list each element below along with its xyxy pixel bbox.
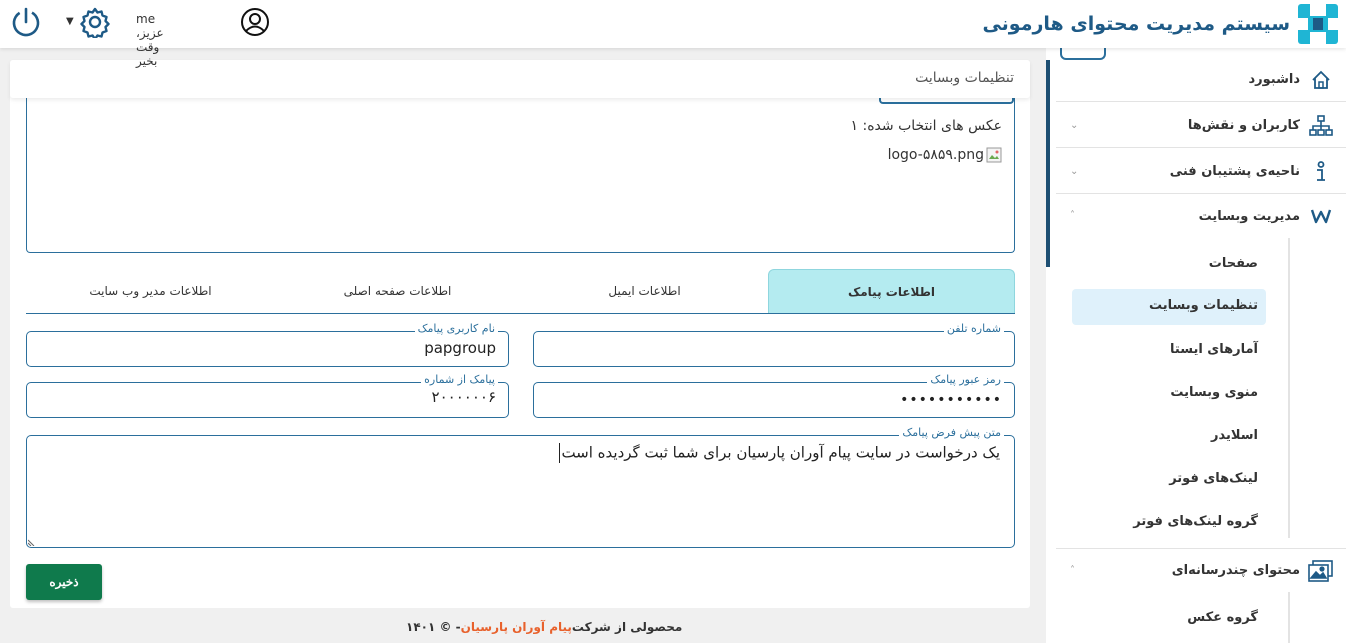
resize-handle-icon[interactable] xyxy=(28,538,36,546)
footer-suffix: - © ۱۴۰۱ xyxy=(406,620,461,634)
footer-company[interactable]: پیام آوران پارسیان xyxy=(460,620,572,634)
sidebar-item-label: مدیریت وبسایت xyxy=(1198,208,1300,224)
sidebar-item-dashboard[interactable] xyxy=(1056,58,1346,102)
chevron-up-icon: ˄ xyxy=(1070,565,1075,576)
submenu-item-website-menu[interactable]: منوی وبسایت xyxy=(1170,385,1258,400)
app-title: سیستم مدیریت محتوای هارمونی xyxy=(982,13,1290,35)
submenu-item-slider[interactable]: اسلایدر xyxy=(1211,428,1258,443)
selected-image xyxy=(888,147,1002,163)
sitemap-icon xyxy=(1308,113,1334,139)
phone-field[interactable] xyxy=(533,322,1015,367)
tab-email-info[interactable]: اطلاعات ایمیل xyxy=(608,284,681,298)
submenu-item-footer-links[interactable]: لینک‌های فوتر xyxy=(1169,471,1258,486)
sms-username-value: papgroup xyxy=(424,339,496,357)
harmony-logo-icon xyxy=(1296,2,1340,46)
top-bar xyxy=(0,0,1346,68)
image-filename: logo-۵۸۵۹.png xyxy=(887,147,984,163)
sidebar-item-multimedia[interactable] xyxy=(1056,548,1346,592)
settings-card xyxy=(10,60,1030,608)
tab-site-admin-info[interactable]: اطلاعات مدیر وب سایت xyxy=(89,284,212,298)
website-w-icon xyxy=(1308,203,1334,229)
sidebar-item-label: کاربران و نقش‌ها xyxy=(1187,118,1300,133)
selected-images-count: عکس های انتخاب شده: ۱ xyxy=(850,118,1002,134)
image-upload-box xyxy=(26,90,1015,253)
chevron-down-icon: ⌄ xyxy=(1070,166,1079,177)
sms-password-value: ••••••••••• xyxy=(900,392,1002,408)
greeting: me عزیز، وقت بخیر xyxy=(136,12,164,68)
broken-image-icon xyxy=(986,147,1002,163)
default-sms-text-label: متن پیش فرض پیامک xyxy=(899,426,1004,439)
chevron-up-icon: ˄ xyxy=(1070,210,1075,221)
sidebar-item-label: محتوای چندرسانه‌ای xyxy=(1171,563,1300,578)
sidebar-item-tech-support[interactable] xyxy=(1056,150,1346,194)
sidebar-scroll-accent xyxy=(1046,60,1050,267)
sidebar-item-label: داشبورد xyxy=(1248,72,1300,87)
submenu-line xyxy=(1288,238,1290,538)
home-icon xyxy=(1308,67,1334,93)
submenu-item-photo-group[interactable]: گروه عکس xyxy=(1187,610,1258,625)
submenu-line xyxy=(1288,592,1290,643)
tab-sms-info[interactable]: اطلاعات پیامک xyxy=(768,269,1015,313)
sms-sender-field[interactable] xyxy=(26,373,509,418)
power-icon[interactable] xyxy=(10,6,42,38)
sms-sender-label: پیامک از شماره xyxy=(421,373,498,386)
page-title: تنظیمات وبسایت xyxy=(915,70,1014,86)
sms-username-field[interactable] xyxy=(26,322,509,367)
image-gallery-icon xyxy=(1308,558,1334,584)
caret-down-icon[interactable]: ▼ xyxy=(66,16,74,27)
default-sms-text-value xyxy=(559,443,1000,463)
sms-username-label: نام کاربری پیامک xyxy=(415,322,498,335)
footer-prefix: محصولی از شرکت xyxy=(571,620,683,634)
sms-sender-value: ۲۰۰۰۰۰۰۶ xyxy=(431,388,496,406)
submenu-item-pages[interactable]: صفحات xyxy=(1208,256,1258,271)
submenu-item-website-settings[interactable]: تنظیمات وبسایت xyxy=(1148,298,1258,313)
sms-password-field[interactable] xyxy=(533,373,1015,418)
save-button[interactable]: ذخیره xyxy=(26,564,102,600)
default-sms-text: یک درخواست در سایت پیام آوران پارسیان برای شما ثبت گردیده است xyxy=(561,443,1000,462)
info-icon xyxy=(1308,159,1334,185)
sidebar-item-website-management[interactable] xyxy=(1056,194,1346,238)
submenu-item-footer-link-groups[interactable]: گروه لینک‌های فوتر xyxy=(1133,514,1258,529)
user-avatar-icon[interactable] xyxy=(240,7,270,37)
brand[interactable] xyxy=(982,2,1340,46)
gear-icon[interactable] xyxy=(78,6,112,38)
settings-tabs xyxy=(26,269,1015,314)
phone-field-label: شماره تلفن xyxy=(944,322,1004,335)
footer xyxy=(406,620,682,634)
chevron-down-icon: ⌄ xyxy=(1070,120,1079,131)
sidebar xyxy=(1046,48,1346,643)
submenu-item-static-stats[interactable]: آمارهای ایستا xyxy=(1170,342,1258,357)
sms-password-label: رمز عبور پیامک xyxy=(927,373,1004,386)
tab-homepage-info[interactable]: اطلاعات صفحه اصلی xyxy=(343,284,452,298)
default-sms-text-field[interactable] xyxy=(26,426,1015,548)
sidebar-item-users-roles[interactable] xyxy=(1056,104,1346,148)
sidebar-item-label: ناحیه‌ی پشتیبان فنی xyxy=(1169,164,1300,179)
